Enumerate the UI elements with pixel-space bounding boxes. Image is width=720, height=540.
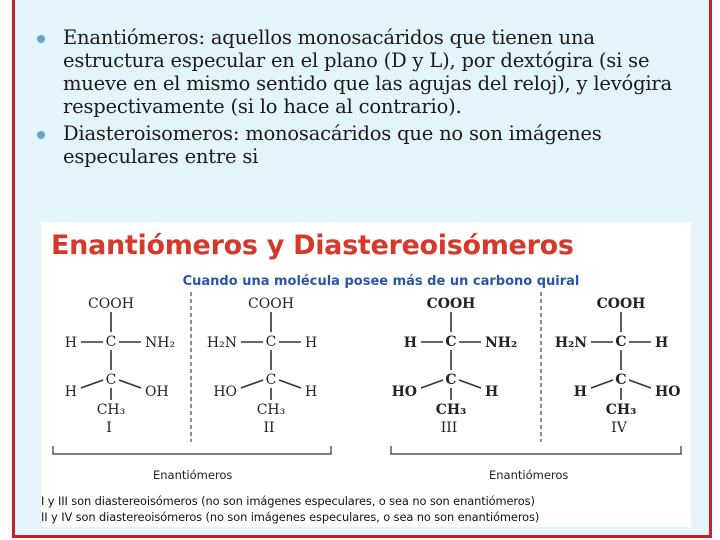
bullet-text-diasteroisomeros: Diasteroisomeros: monosacáridos que no son imágenes especulares entre si: [63, 122, 602, 168]
brace-left: [53, 446, 331, 454]
molecule-label: IV: [611, 420, 627, 436]
carbon-1: C: [105, 334, 117, 350]
substituent-left: HO: [391, 384, 417, 400]
bond-right: [279, 380, 301, 388]
pair-label-enantiomeros-2: Enantiómeros: [489, 468, 569, 482]
note-ii-iv: II y IV son diastereoisómeros (no son imágenes especulares, o sea no son enantiómeros): [41, 510, 540, 524]
stereoisomer-figure: [41, 222, 691, 527]
carbon-1: C: [445, 334, 457, 350]
molecule-label: III: [440, 420, 458, 436]
substituent-right: NH₂: [485, 335, 518, 351]
bond-right: [459, 380, 481, 388]
substituent-left: H₂N: [206, 335, 237, 351]
substituent-right: H: [305, 384, 318, 400]
substituent-left: H₂N: [554, 335, 587, 351]
bottom-group: CH₃: [96, 402, 126, 418]
bullet-dot-icon: [37, 131, 45, 139]
bullet-text-enantiomeros: Enantiómeros: aquellos monosacáridos que tienen una estructura especular en el plano (D y L), por dextógira (si se mueve en el mismo sentido que las agujas del reloj), y levógira respectivamente (si lo hace al contrario).: [63, 26, 672, 118]
substituent-left: H: [64, 384, 77, 400]
carbon-2: C: [265, 372, 277, 388]
substituent-left: H: [64, 335, 77, 351]
carbon-2: C: [445, 372, 457, 388]
top-group: COOH: [596, 296, 646, 312]
carbon-2: C: [615, 372, 627, 388]
bottom-group: CH₃: [256, 402, 286, 418]
bond-right: [119, 380, 141, 388]
bullet-item: [31, 122, 691, 168]
carbon-2: C: [105, 372, 117, 388]
pair-label-enantiomeros-1: Enantiómeros: [153, 468, 233, 482]
top-group: COOH: [248, 296, 294, 312]
figure-subtitle: Cuando una molécula posee más de un carbono quiral: [182, 274, 580, 289]
bond-left: [81, 380, 103, 388]
substituent-right: NH₂: [145, 335, 176, 351]
substituent-right: H: [305, 335, 318, 351]
substituent-left: H: [403, 335, 417, 351]
pair-braces: [41, 444, 691, 466]
slide: [12, 0, 712, 538]
brace-right: [391, 446, 681, 454]
bullet-dot-icon: [37, 35, 45, 43]
figure-title: Enantiómeros y Diastereoisómeros: [51, 230, 574, 261]
bond-left: [421, 380, 443, 388]
bond-left: [591, 380, 613, 388]
substituent-right: HO: [655, 384, 681, 400]
top-group: COOH: [88, 296, 134, 312]
carbon-1: C: [265, 334, 277, 350]
bond-left: [241, 380, 263, 388]
carbon-1: C: [615, 334, 627, 350]
substituent-right: H: [485, 384, 499, 400]
substituent-right: OH: [145, 384, 169, 400]
bullet-item: [31, 26, 691, 118]
substituent-left: HO: [213, 384, 237, 400]
top-group: COOH: [426, 296, 476, 312]
molecule-diagram: [41, 292, 691, 467]
bullet-list: [31, 26, 691, 172]
bottom-group: CH₃: [605, 402, 637, 418]
molecule-label: I: [106, 420, 112, 436]
bottom-group: CH₃: [435, 402, 467, 418]
substituent-left: H: [573, 384, 587, 400]
note-i-iii: I y III son diastereoisómeros (no son imágenes especulares, o sea no son enantiómeros): [41, 494, 535, 508]
substituent-right: H: [655, 335, 669, 351]
bond-right: [629, 380, 651, 388]
molecule-label: II: [263, 420, 275, 436]
